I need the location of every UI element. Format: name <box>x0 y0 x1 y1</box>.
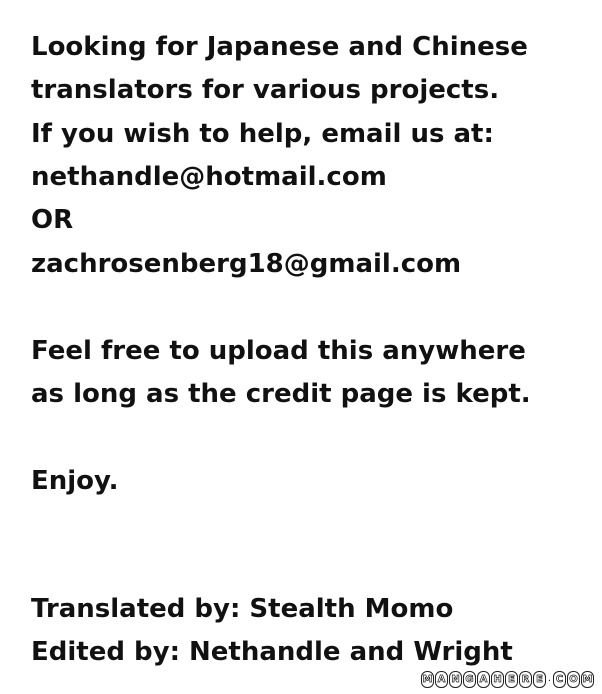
recruit-line-3: If you wish to help, email us at: <box>31 119 494 149</box>
watermark-letter: M <box>421 671 434 688</box>
watermark-letter: E <box>533 671 546 688</box>
watermark-letter: A <box>477 671 490 688</box>
watermark-letter: N <box>449 671 462 688</box>
watermark-letter: M <box>581 671 594 688</box>
translator-credit: Translated by: Stealth Momo <box>31 594 454 624</box>
editor-credit: Edited by: Nethandle and Wright <box>31 637 513 667</box>
contact-or: OR <box>31 205 74 235</box>
upload-line-2: as long as the credit page is kept. <box>31 379 531 409</box>
watermark-letter: A <box>435 671 448 688</box>
site-watermark <box>421 671 594 688</box>
recruit-line-1: Looking for Japanese and Chinese <box>31 32 528 62</box>
contact-email-1: nethandle@hotmail.com <box>31 162 387 192</box>
contact-email-2: zachrosenberg18@gmail.com <box>31 249 462 279</box>
watermark-letter: H <box>491 671 504 688</box>
watermark-letter: O <box>567 671 580 688</box>
watermark-letter: R <box>519 671 532 688</box>
watermark-letter: C <box>553 671 566 688</box>
closing-text: Enjoy. <box>31 466 119 496</box>
watermark-letter: G <box>463 671 476 688</box>
upload-line-1: Feel free to upload this anywhere <box>31 336 526 366</box>
watermark-dot: . <box>547 673 552 684</box>
watermark-letter: E <box>505 671 518 688</box>
recruit-line-2: translators for various projects. <box>31 75 500 105</box>
